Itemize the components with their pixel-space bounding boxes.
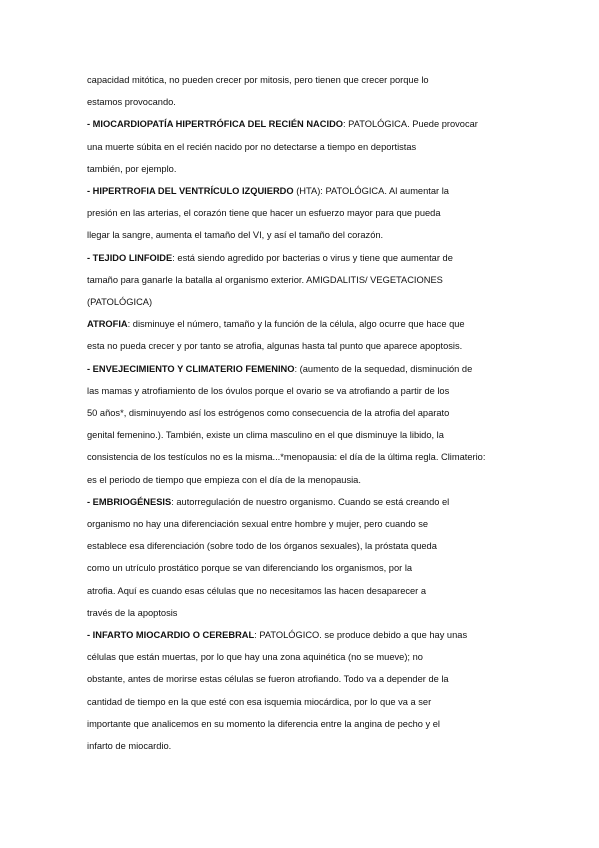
text-line bbox=[87, 402, 559, 424]
line-text: infarto de miocardio. bbox=[87, 741, 172, 752]
text-line bbox=[87, 180, 559, 202]
text-line bbox=[87, 513, 559, 535]
line-text: es el periodo de tiempo que empieza con el día de la menopausia. bbox=[87, 474, 361, 485]
text-line bbox=[87, 624, 559, 646]
text-line bbox=[87, 691, 559, 713]
line-text: tamaño para ganarle la batalla al organismo exterior. AMIGDALITIS/ VEGETACIONES bbox=[87, 274, 443, 285]
text-line bbox=[87, 335, 559, 357]
line-text: (HTA): PATOLÓGICA. Al aumentar la bbox=[293, 186, 449, 197]
line-text: : PATOLÓGICA. Puede provocar bbox=[343, 119, 478, 130]
line-text: estamos provocando. bbox=[87, 97, 176, 108]
text-line bbox=[87, 446, 559, 468]
text-line bbox=[87, 557, 559, 579]
text-line bbox=[87, 269, 559, 291]
line-text: las mamas y atrofiamiento de los óvulos porque el ovario se va atrofiando a partir de los bbox=[87, 385, 450, 396]
section-heading: ATROFIA bbox=[87, 319, 128, 330]
text-line bbox=[87, 69, 559, 91]
line-text: células que están muertas, por lo que hay una zona aquinética (no se mueve); no bbox=[87, 652, 423, 663]
text-line bbox=[87, 358, 559, 380]
text-line bbox=[87, 202, 559, 224]
section-heading: - EMBRIOGÉNESIS bbox=[87, 496, 172, 507]
text-line bbox=[87, 247, 559, 269]
line-text: 50 años*, disminuyendo así los estrógenos como consecuencia de la atrofia del aparato bbox=[87, 408, 450, 419]
line-text: esta no pueda crecer y por tanto se atrofia, algunas hasta tal punto que aparece apoptosis. bbox=[87, 341, 463, 352]
line-text: atrofia. Aquí es cuando esas células que no necesitamos las hacen desaparecer a bbox=[87, 585, 427, 596]
text-line bbox=[87, 380, 559, 402]
line-text: : está siendo agredido por bacterias o virus y tiene que aumentar de bbox=[172, 252, 453, 263]
line-text: una muerte súbita en el recién nacido por no detectarse a tiempo en deportistas bbox=[87, 141, 417, 152]
text-line bbox=[87, 646, 559, 668]
text-line bbox=[87, 713, 559, 735]
text-line bbox=[87, 535, 559, 557]
line-text: importante que analicemos en su momento la diferencia entre la angina de pecho y el bbox=[87, 718, 440, 729]
text-line bbox=[87, 113, 559, 135]
line-text: establece esa diferenciación (sobre todo de los órganos sexuales), la próstata queda bbox=[87, 541, 437, 552]
line-text: organismo no hay una diferenciación sexual entre hombre y mujer, pero cuando se bbox=[87, 519, 429, 530]
line-text: obstante, antes de morirse estas células se fueron atrofiando. Todo va a depender de la bbox=[87, 674, 449, 685]
line-text: (PATOLÓGICA) bbox=[87, 297, 153, 308]
line-text: como un utrículo prostático porque se van diferenciando los organismos, por la bbox=[87, 563, 413, 574]
text-line bbox=[87, 469, 559, 491]
text-line bbox=[87, 224, 559, 246]
line-text: capacidad mitótica, no pueden crecer por mitosis, pero tienen que crecer porque lo bbox=[87, 75, 429, 85]
line-text: consistencia de los testículos no es la misma...*menopausia: el día de la última regla. Climaterio: bbox=[87, 452, 486, 463]
line-text: : PATOLÓGICO. se produce debido a que hay unas bbox=[254, 630, 468, 641]
text-line bbox=[87, 602, 559, 624]
line-text: : disminuye el número, tamaño y la función de la célula, algo ocurre que hace que bbox=[127, 319, 465, 330]
section-heading: - TEJIDO LINFOIDE bbox=[87, 252, 173, 263]
text-line bbox=[87, 424, 559, 446]
line-text: : (aumento de la sequedad, disminución de bbox=[294, 363, 473, 374]
line-text: : autorregulación de nuestro organismo. Cuando se está creando el bbox=[171, 496, 450, 507]
text-line bbox=[87, 580, 559, 602]
section-heading: - INFARTO MIOCARDIO O CEREBRAL bbox=[87, 630, 255, 641]
text-line bbox=[87, 313, 559, 335]
text-line bbox=[87, 668, 559, 690]
text-line bbox=[87, 735, 559, 757]
document-body bbox=[87, 69, 559, 757]
line-text: llegar la sangre, aumenta el tamaño del VI, y así el tamaño del corazón. bbox=[87, 230, 384, 241]
section-heading: - MIOCARDIOPATÍA HIPERTRÓFICA DEL RECIÉN NACIDO bbox=[87, 119, 344, 130]
text-line bbox=[87, 491, 559, 513]
text-line bbox=[87, 158, 559, 180]
line-text: través de la apoptosis bbox=[87, 607, 178, 618]
line-text: presión en las arterias, el corazón tiene que hacer un esfuerzo mayor para que pueda bbox=[87, 208, 441, 219]
section-heading: - HIPERTROFIA DEL VENTRÍCULO IZQUIERDO bbox=[87, 186, 294, 197]
text-line bbox=[87, 136, 559, 158]
text-line bbox=[87, 291, 559, 313]
line-text: también, por ejemplo. bbox=[87, 163, 177, 174]
text-line bbox=[87, 91, 559, 113]
line-text: genital femenino.). También, existe un clima masculino en el que disminuye la libido, la bbox=[87, 430, 444, 441]
line-text: cantidad de tiempo en la que esté con esa isquemia miocárdica, por lo que va a ser bbox=[87, 696, 432, 707]
section-heading: - ENVEJECIMIENTO Y CLIMATERIO FEMENINO bbox=[87, 363, 295, 374]
